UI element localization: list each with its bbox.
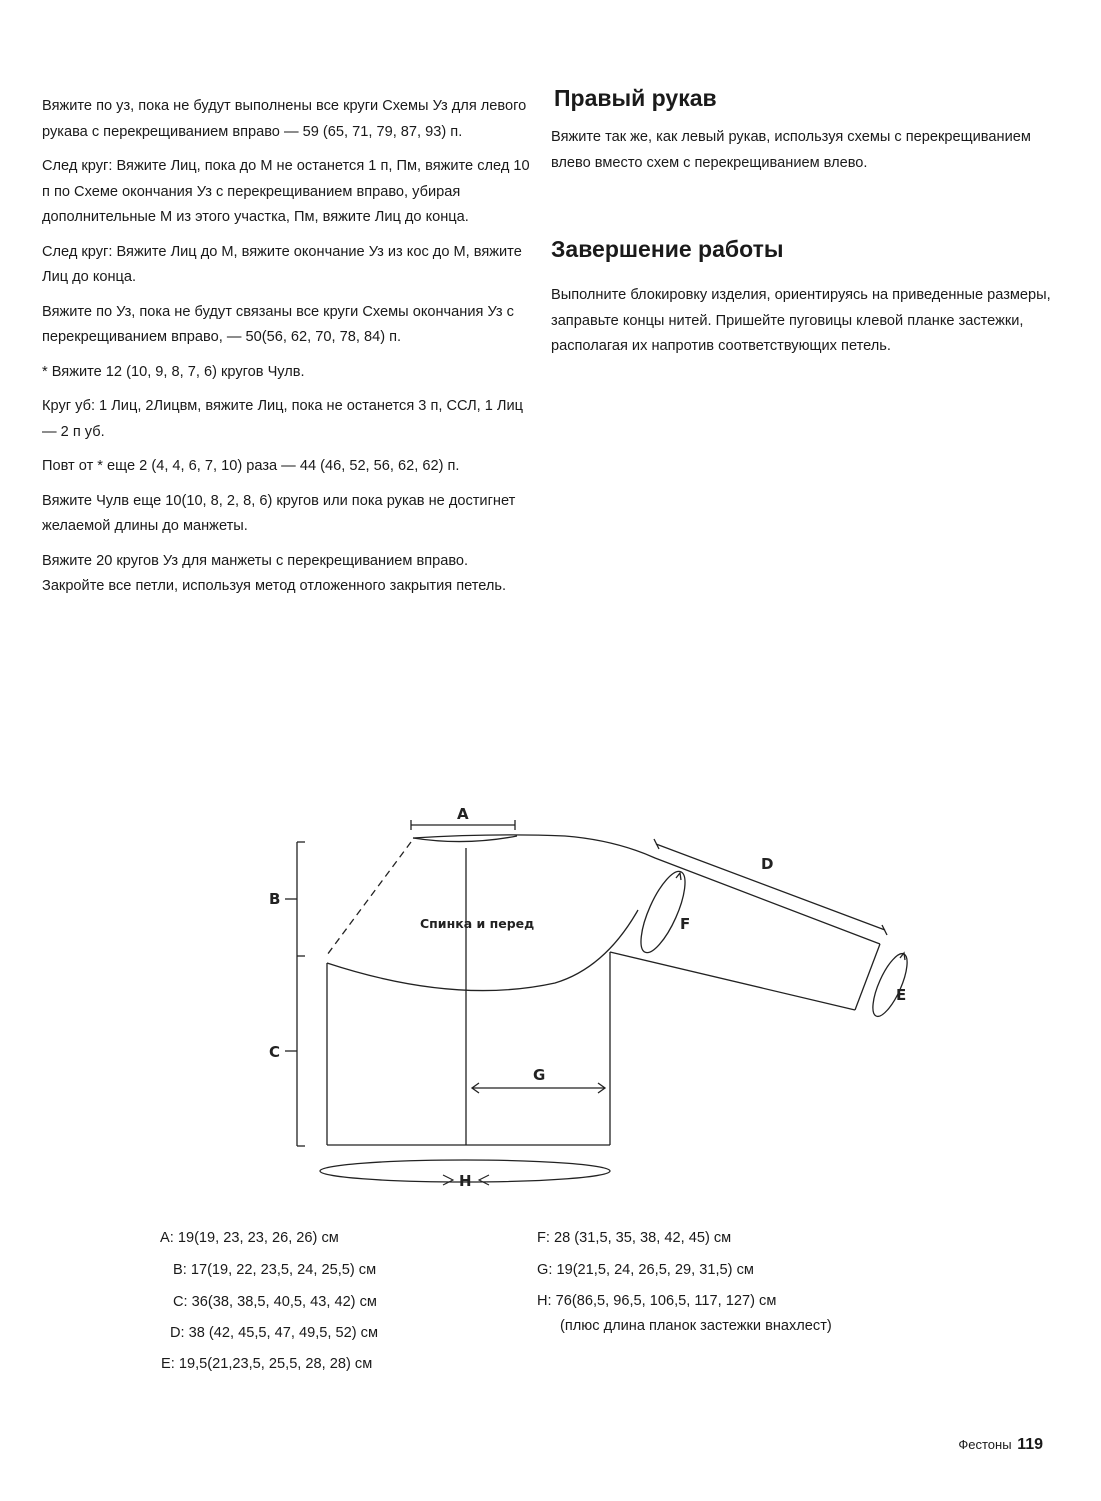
label-b: B [269,890,281,908]
measurement-e: E: 19,5(21,23,5, 25,5, 28, 28) см [161,1356,373,1372]
paragraph: След круг: Вяжите Лиц, пока до М не останется 1 п, Пм, вяжите след 10 п по Схеме окончания Уз с перекрещиванием вправо, убирая дополнительные М из этого участка, Пм, вяжите Лиц до конца. [42,158,530,225]
paragraph: Вяжите по уз, пока не будут выполнены все круги Схемы Уз для левого рукава с перекрещиванием вправо — 59 (65, 71, 79, 87, 93) п. [42,98,527,140]
measurement-b: B: 17(19, 22, 23,5, 24, 25,5) см [173,1262,377,1278]
f-circumference [632,866,693,958]
right-sleeve-heading: Правый рукав [554,85,717,111]
sleeve-outline [610,944,880,1010]
label-d: D [761,855,774,873]
body-outline [327,952,610,1145]
paragraph: Вяжите 20 кругов Уз для манжеты с перекрещиванием вправо. Закройте все петли, используя метод отложенного закрытия петель. [42,552,507,594]
right-column [551,82,1051,360]
paragraph: Вяжите Чулв еще 10(10, 8, 2, 8, 6) кругов или пока рукав не достигнет желаемой длины до манжеты. [42,492,516,534]
label-f: F [680,915,691,933]
bc-bracket [285,842,305,1146]
paragraph: * Вяжите 12 (10, 9, 8, 7, 6) кругов Чулв. [42,363,305,380]
raglan-dashed-line [327,842,411,955]
measurement-g: G: 19(21,5, 24, 26,5, 29, 31,5) см [537,1262,754,1278]
measurement-h: H: 76(86,5, 96,5, 106,5, 117, 127) см [537,1293,777,1309]
paragraph: Круг уб: 1 Лиц, 2Лицвм, вяжите Лиц, пока не останется 3 п, ССЛ, 1 Лиц — 2 п уб. [42,398,524,440]
paragraph: Повт от * еще 2 (4, 4, 6, 7, 10) раза — 44 (46, 52, 56, 62, 62) п. [42,458,460,474]
finishing-text: Выполните блокировку изделия, ориентируясь на приведенные размеры, заправьте концы нитей. Пришейте пуговицы клевой планке застежки, располагая их напротив соответствующих петель. [551,287,1051,354]
label-c: C [269,1043,281,1061]
page-number: 119 [1017,1436,1043,1453]
label-g: G [533,1066,546,1084]
g-dimension [472,1083,605,1093]
measurement-d: D: 38 (42, 45,5, 47, 49,5, 52) см [170,1325,378,1341]
label-e: E [896,986,907,1004]
finishing-heading: Завершение работы [551,236,784,262]
left-column [42,94,532,609]
label-h: H [459,1172,472,1190]
paragraph: След круг: Вяжите Лиц до М, вяжите окончание Уз из кос до М, вяжите Лиц до конца. [42,243,522,285]
section-name: Фестоны [958,1437,1012,1452]
page-footer [958,1436,1043,1454]
measurement-h-note: (плюс длина планок застежки внахлест) [560,1318,832,1334]
center-label: Спинка и перед [420,916,535,931]
measurement-c: C: 36(38, 38,5, 40,5, 43, 42) см [173,1294,377,1310]
paragraph: Вяжите по Уз, пока не будут связаны все круги Схемы окончания Уз с перекрещиванием вправо, — 50(56, 62, 70, 78, 84) п. [42,303,514,345]
sweater-schematic [255,800,935,1200]
measurement-f: F: 28 (31,5, 35, 38, 42, 45) см [537,1230,732,1246]
measurement-a: A: 19(19, 23, 23, 26, 26) см [160,1230,339,1246]
label-a: A [457,805,469,823]
right-sleeve-text: Вяжите так же, как левый рукав, используя схемы с перекрещиванием влево вместо схем с перекрещиванием влево. [551,129,1031,171]
